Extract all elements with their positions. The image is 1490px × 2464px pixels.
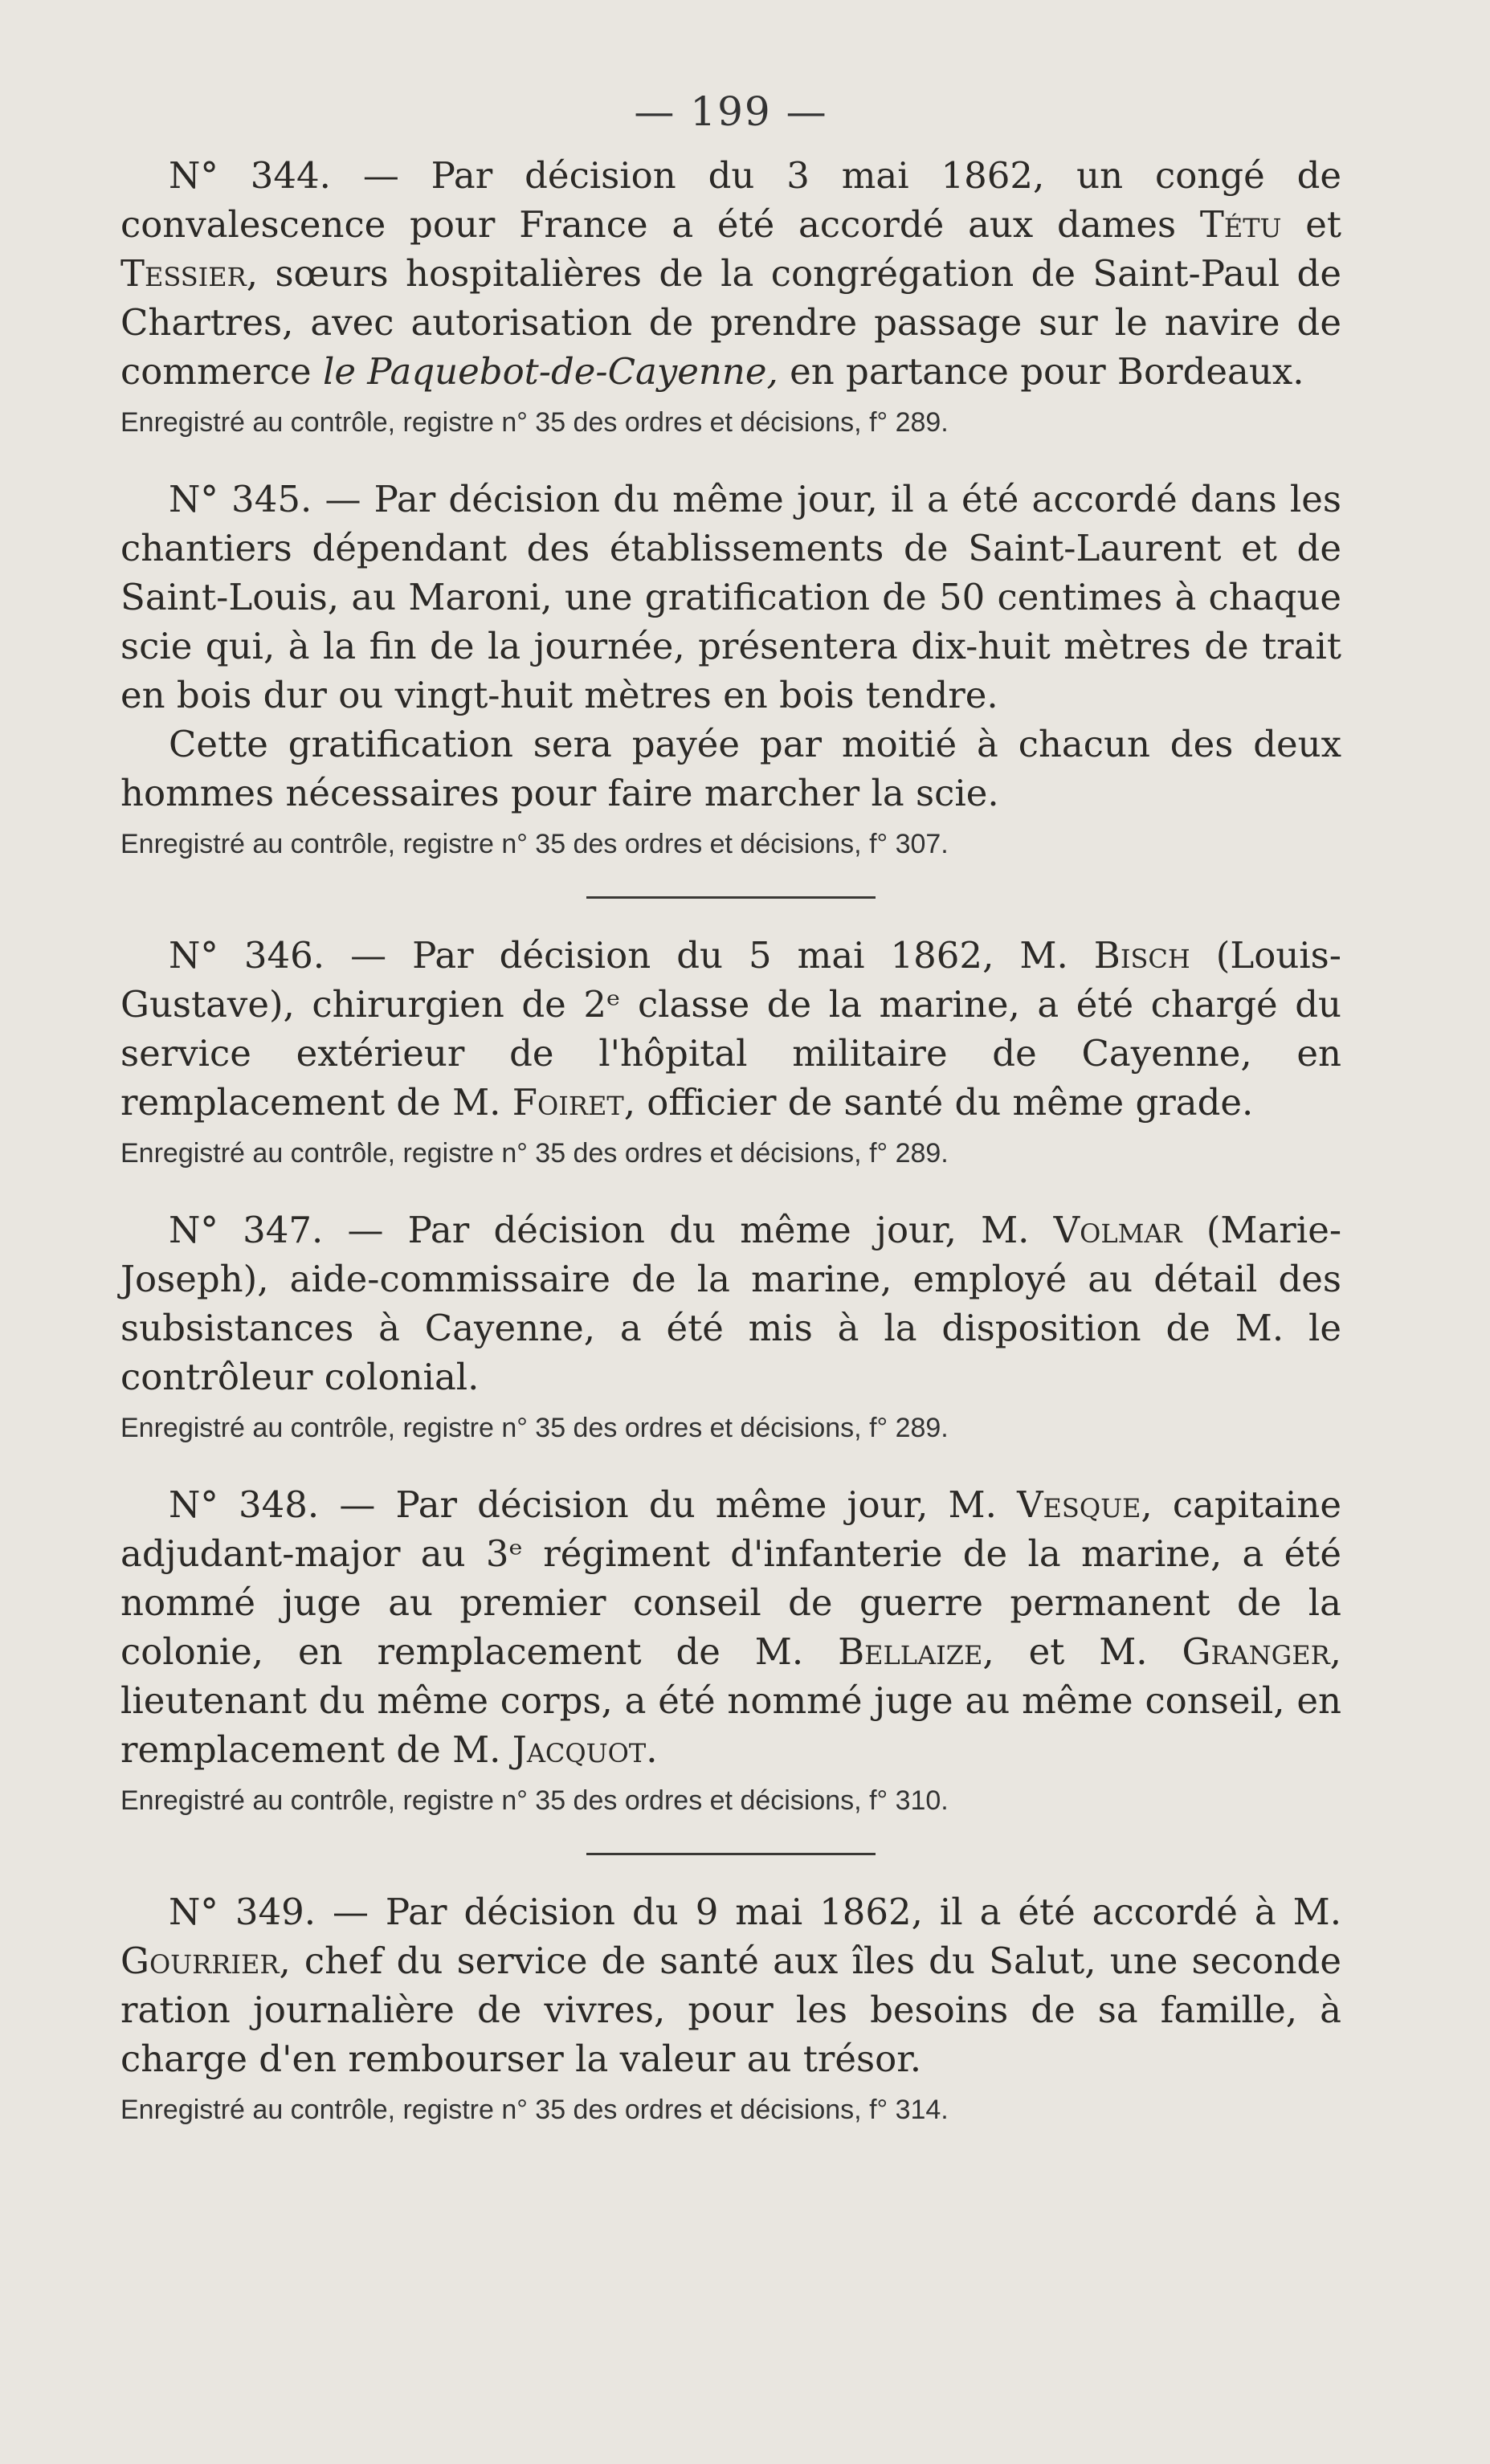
- decision-text: N° 344. — Par décision du 3 mai 1862, un congé de convalescence pour France a été accordé aux dames Tétu et Tessier, sœurs hospitalières de la congrégation de Saint-Paul de Chartres, avec autorisation de prendre passage sur le navire de commerce le Paquebot-de-Cayenne, en partance pour Bordeaux.: [120, 154, 1342, 393]
- decision-number: N° 345.: [169, 478, 312, 520]
- decision-number: N° 344.: [169, 154, 331, 197]
- person-name: Bellaize: [838, 1630, 983, 1673]
- person-name: Bisch: [1093, 934, 1190, 977]
- decision-348: [120, 1480, 1341, 1821]
- person-name: Granger: [1182, 1630, 1330, 1673]
- decision-347: [120, 1205, 1341, 1448]
- decision-349: [120, 1887, 1341, 2130]
- decision-text: N° 346. — Par décision du 5 mai 1862, M. Bisch (Louis-Gustave), chirurgien de 2ᵉ classe de la marine, a été chargé du service extérieur de l'hôpital militaire de Cayenne, en remplacement de M. Foiret, officier de santé du même grade.: [120, 934, 1341, 1124]
- decision-text: N° 349. — Par décision du 9 mai 1862, il a été accordé à M. Gourrier, chef du service de santé aux îles du Salut, une seconde ration journalière de vivres, pour les besoins de sa famille, à charge d'en rembourser la valeur au trésor.: [120, 1891, 1342, 2080]
- person-name: Tessier: [120, 252, 247, 295]
- decision-345: [120, 475, 1341, 864]
- register-note: Enregistré au contrôle, registre n° 35 des ordres et décisions, f° 310.: [120, 1785, 949, 1816]
- decision-number: N° 346.: [169, 934, 325, 977]
- person-name: Jacquot: [512, 1728, 647, 1771]
- decision-number: N° 347.: [169, 1209, 324, 1251]
- person-name: Tétu: [1199, 203, 1282, 246]
- decision-text: N° 348. — Par décision du même jour, M. Vesque, capitaine adjudant-major au 3ᵉ régiment d'infanterie de la marine, a été nommé juge au premier conseil de guerre permanent de la colonie, en remplacement de M. Bellaize, et M. Granger, lieutenant du même corps, a été nommé juge au même conseil, en remplacement de M. Jacquot.: [120, 1483, 1341, 1771]
- person-name: Volmar: [1053, 1209, 1182, 1251]
- section-divider: [586, 1853, 876, 1855]
- decision-text: N° 347. — Par décision du même jour, M. Volmar (Marie-Joseph), aide-commissaire de la marine, employé au détail des subsistances à Cayenne, a été mis à la disposition de M. le contrôleur colonial.: [120, 1209, 1342, 1398]
- decision-text: N° 345. — Par décision du même jour, il a été accordé dans les chantiers dépendant des établissements de Saint-Laurent et de Saint-Louis, au Maroni, une gratification de 50 centimes à chaque scie qui, à la fin de la journée, présentera dix-huit mètres de trait en bois dur ou vingt-huit mètres en bois tendre.: [120, 478, 1342, 716]
- decision-344: [120, 151, 1341, 443]
- person-name: Vesque: [1017, 1483, 1141, 1526]
- document-page: [120, 88, 1341, 2162]
- page-number: — 199 —: [634, 88, 828, 135]
- decision-text-continued: Cette gratification sera payée par moitié à chacun des deux hommes nécessaires pour faire marcher la scie.: [120, 723, 1341, 814]
- register-note: Enregistré au contrôle, registre n° 35 des ordres et décisions, f° 289.: [120, 1138, 949, 1169]
- decision-number: N° 349.: [169, 1891, 316, 1933]
- decision-346: [120, 931, 1341, 1173]
- person-name: Foiret: [512, 1081, 624, 1124]
- register-note: Enregistré au contrôle, registre n° 35 des ordres et décisions, f° 314.: [120, 2095, 949, 2125]
- section-divider: [586, 896, 876, 899]
- person-name: Gourrier: [120, 1940, 280, 1982]
- register-note: Enregistré au contrôle, registre n° 35 des ordres et décisions, f° 289.: [120, 407, 949, 438]
- ship-name: le Paquebot-de-Cayenne,: [322, 350, 778, 393]
- register-note: Enregistré au contrôle, registre n° 35 des ordres et décisions, f° 289.: [120, 1413, 949, 1443]
- decision-number: N° 348.: [169, 1483, 320, 1526]
- register-note: Enregistré au contrôle, registre n° 35 des ordres et décisions, f° 307.: [120, 829, 949, 859]
